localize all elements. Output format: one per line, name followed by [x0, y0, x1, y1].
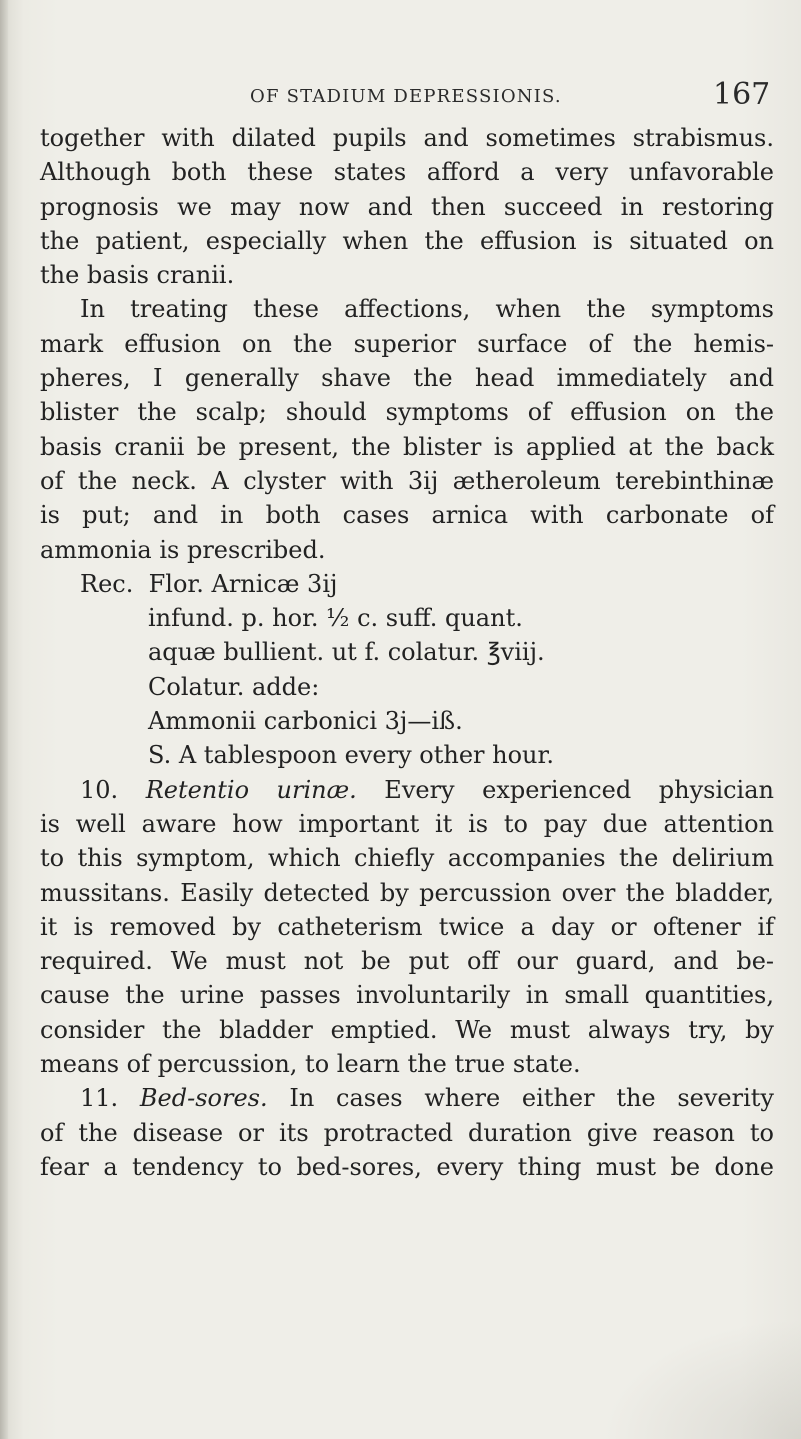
text-line: the basis cranii.	[40, 261, 235, 290]
prescription-signa: S. A tablespoon every other hour.	[148, 741, 554, 770]
prescription-line: infund. p. hor. ½ c. suff. quant.	[148, 604, 523, 633]
prescription-line: Ammonii carbonici 3j—iß.	[148, 707, 463, 736]
text-line: is put; and in both cases arnica with carbonate of	[40, 501, 774, 530]
section-title: Retentio urinæ.	[145, 775, 357, 804]
running-head: OF STADIUM DEPRESSIONIS.	[250, 86, 562, 107]
text-line: of the neck. A clyster with 3ij ætheroleum terebinthinæ	[40, 466, 774, 495]
section-heading-line	[40, 773, 774, 807]
section-title: Bed-sores.	[139, 1084, 268, 1113]
text-line: fear a tendency to bed-sores, every thing must be done	[40, 1152, 774, 1181]
page-gutter-shadow	[0, 0, 8, 1439]
prescription-rec-label: Rec.	[80, 569, 134, 598]
text-line: ammonia is prescribed.	[40, 535, 326, 564]
section-text: Every experienced physician	[356, 775, 774, 804]
page-number: 167	[713, 77, 771, 112]
text-line: means of percussion, to learn the true state.	[40, 1050, 581, 1079]
text-line: In treating these affections, when the symptoms	[80, 295, 774, 324]
section-text: In cases where either the severity	[267, 1084, 774, 1113]
prescription-item: Flor. Arnicæ 3ij	[148, 569, 338, 598]
section-number: 10.	[80, 775, 119, 804]
text-line: mussitans. Easily detected by percussion over the bladder,	[40, 878, 774, 907]
text-line: mark effusion on the superior surface of the hemis-	[40, 329, 774, 358]
text-line: basis cranii be present, the blister is applied at the back	[40, 432, 774, 461]
text-line: is well aware how important it is to pay due attention	[40, 809, 774, 838]
page-corner-shadow	[601, 1319, 801, 1439]
text-line: to this symptom, which chiefly accompanies the delirium	[40, 844, 774, 873]
text-line: Although both these states afford a very unfavorable	[40, 158, 774, 187]
text-line: of the disease or its protracted duration give reason to	[40, 1118, 774, 1147]
text-line: required. We must not be put off our guard, and be-	[40, 947, 774, 976]
body-text	[40, 121, 774, 1184]
section-heading-line	[40, 1081, 774, 1115]
text-line: it is removed by catheterism twice a day or oftener if	[40, 912, 774, 941]
text-line: prognosis we may now and then succeed in restoring	[40, 192, 774, 221]
text-line: blister the scalp; should symptoms of effusion on the	[40, 398, 774, 427]
page-header	[0, 77, 801, 117]
text-line: cause the urine passes involuntarily in small quantities,	[40, 981, 774, 1010]
text-line: pheres, I generally shave the head immediately and	[40, 364, 774, 393]
prescription-line: aquæ bullient. ut f. colatur. ℥viij.	[148, 638, 545, 667]
text-line: together with dilated pupils and sometimes strabismus.	[40, 124, 774, 152]
text-line: consider the bladder emptied. We must always try, by	[40, 1015, 774, 1044]
text-line: the patient, especially when the effusion is situated on	[40, 226, 774, 255]
prescription-line: Colatur. adde:	[148, 672, 320, 701]
section-number: 11.	[80, 1084, 119, 1113]
prescription-line	[40, 567, 774, 601]
